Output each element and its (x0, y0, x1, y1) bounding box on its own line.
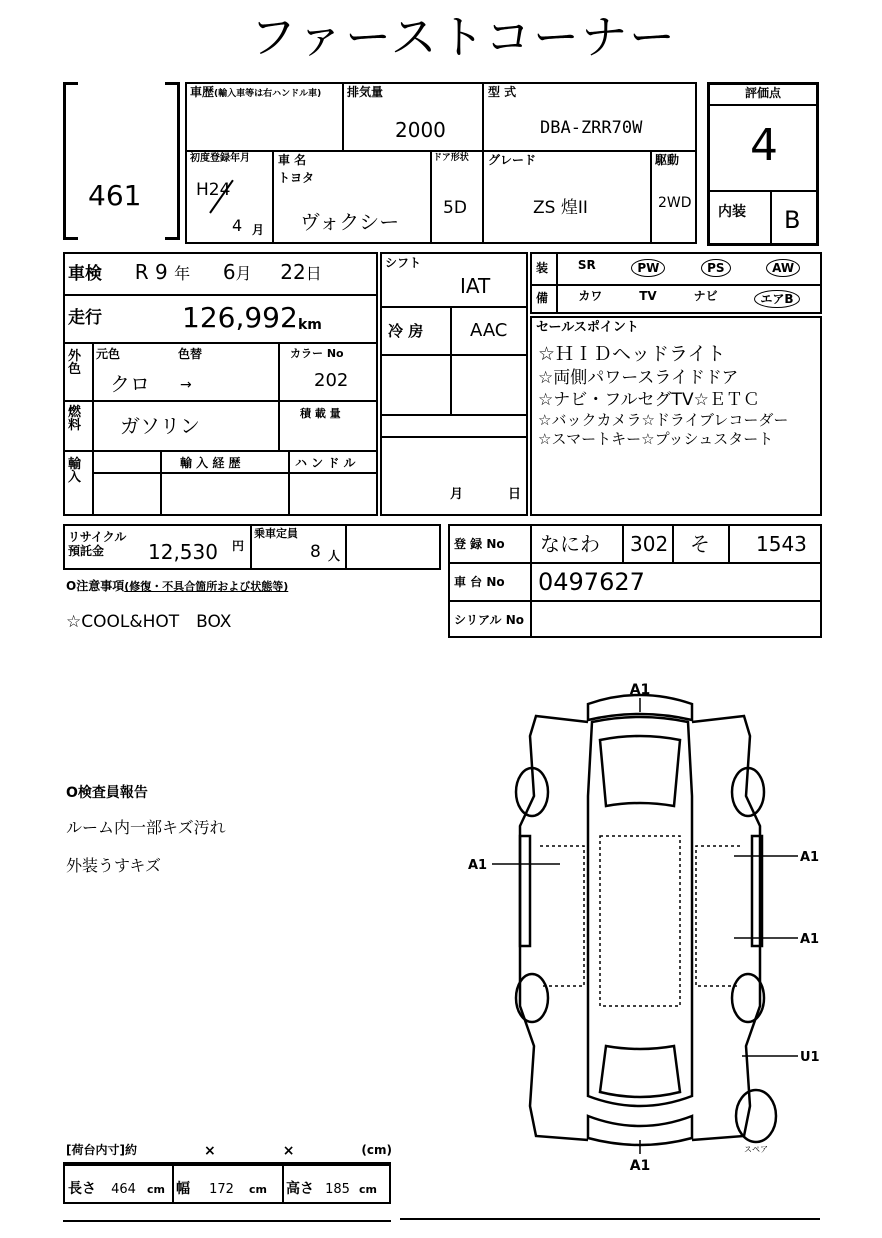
equipment-label-bottom: 備 (536, 291, 549, 305)
mileage-unit: km (298, 317, 322, 333)
drive-label: 駆動 (655, 153, 680, 167)
first-reg-month: 4 (232, 216, 243, 235)
displacement-value: 2000 (395, 118, 446, 142)
equipment-row-1 (560, 259, 818, 277)
month-short: 月 (450, 487, 464, 502)
equip-tv: TV (639, 289, 657, 303)
car-name-value: ヴォクシー (300, 210, 400, 234)
changed-color-label: 色替 (178, 347, 203, 361)
inspection-note-2: 外装うすキズ (66, 856, 162, 875)
mark-left: A1 (468, 858, 488, 873)
grade-label: グレード (488, 153, 537, 167)
new-color-label: 元色 (96, 347, 121, 361)
equip-ps: PS (701, 259, 730, 277)
sales-point-label: セールスポイント (536, 320, 639, 335)
score-label: 評価点 (745, 86, 782, 100)
chassis-no-label: 車 台 No (454, 575, 505, 589)
first-reg-year: H24 (196, 180, 231, 200)
equipment-row-2 (560, 290, 818, 308)
dimensions-x1: × (203, 1143, 216, 1159)
dimension-height: 高さ 185 cm (286, 1181, 377, 1197)
import-label: 輸入 (68, 457, 82, 485)
reg-class-value: 302 (630, 532, 669, 556)
color-no-label: カラー No (290, 347, 344, 360)
maker-value: トヨタ (278, 171, 315, 185)
notes-label: O注意事項(修復・不具合箇所および状態等) (66, 579, 289, 593)
sales-point-3: ☆ナビ・フルセグTV☆ＥＴＣ (538, 389, 760, 410)
equip-sr: SR (577, 258, 596, 272)
page-title: ファーストコーナー (250, 10, 677, 64)
exterior-label: 外色 (68, 349, 82, 377)
fuel-label: 燃料 (68, 405, 82, 433)
cooling-value: AAC (470, 320, 508, 341)
chassis-no-value: 0497627 (538, 568, 645, 596)
equip-airbag: エアB (754, 290, 799, 308)
dimensions-unit: (cm) (361, 1143, 392, 1157)
equip-navi: ナビ (693, 289, 718, 303)
interior-grade-value: B (784, 206, 801, 234)
seats-value: 8 (310, 542, 321, 562)
shift-value: IAT (460, 274, 491, 298)
model-code-label: 車歴(輸入車等は右ハンドル車) (190, 85, 322, 99)
day-short: 日 (508, 487, 522, 502)
doors-label: ドア形状 (433, 153, 469, 163)
mark-right-middle: A1 (800, 932, 820, 947)
grade-value: ZS 煌II (533, 198, 588, 218)
recycle-unit: 円 (232, 539, 245, 553)
recycle-label: リサイクル預託金 (68, 530, 127, 559)
first-reg-month-unit: 月 (252, 223, 265, 237)
lot-bracket-left (63, 82, 78, 240)
reg-kana-value: そ (690, 532, 710, 556)
import-history-label: 輸 入 経 歴 (180, 456, 241, 470)
first-reg-label: 初度登録年月 (190, 153, 250, 164)
type-label: 型 式 (488, 85, 517, 99)
mileage-value: 126,992 (182, 301, 298, 334)
shift-block (380, 252, 528, 516)
vehicle-info-block (185, 82, 697, 244)
dimension-width: 幅 172 cm (176, 1181, 267, 1197)
doors-value: 5D (443, 198, 467, 218)
car-name-label: 車 名 (278, 153, 307, 167)
sales-point-4: ☆バックカメラ☆ドライブレコーダー (538, 410, 789, 429)
sales-point-2: ☆両側パワースライドドア (538, 367, 739, 388)
sales-point-5: ☆スマートキー☆プッシュスタート (538, 430, 774, 449)
mark-rear: A1 (629, 1158, 651, 1174)
notes-value: ☆COOL&HOT BOX (66, 612, 232, 632)
mileage-label: 走行 (68, 308, 102, 328)
equipment-label-top: 装 (536, 261, 549, 275)
sales-point-1: ☆ＨＩＤヘッドライト (538, 343, 726, 365)
lot-number: 461 (88, 179, 142, 212)
mark-right-upper: A1 (800, 850, 820, 865)
equip-aw: AW (766, 259, 800, 277)
lot-bracket-right (165, 82, 180, 240)
color-arrow: → (180, 377, 192, 393)
recycle-fee-value: 12,530 (148, 540, 218, 564)
equip-pw: PW (631, 259, 665, 277)
seats-label: 乗車定員 (254, 527, 298, 540)
reg-number-value: 1543 (756, 532, 807, 556)
seats-unit: 人 (328, 549, 341, 563)
shift-label: シフト (385, 256, 422, 270)
mark-front: A1 (629, 682, 651, 698)
dimensions-x2: × (282, 1143, 295, 1159)
dimension-length: 長さ 464 cm (68, 1181, 165, 1197)
displacement-label: 排気量 (347, 85, 384, 99)
spare-label: スペア (744, 1145, 768, 1154)
cooling-label: 冷 房 (388, 322, 424, 340)
reg-no-label: 登 録 No (454, 537, 505, 551)
color-value: クロ (110, 372, 150, 396)
handle-label: ハ ン ド ル (295, 456, 356, 470)
mark-right-lower: U1 (800, 1050, 820, 1065)
reg-area-value: なにわ (540, 532, 600, 556)
dimensions-header (66, 1144, 392, 1158)
color-no-value: 202 (314, 370, 349, 391)
drive-value: 2WD (658, 195, 692, 211)
interior-label: 内装 (718, 204, 746, 220)
sales-points-list (538, 342, 788, 450)
model-type-value: DBA-ZRR70W (540, 118, 643, 138)
inspection-notes-label: O検査員報告 (66, 785, 148, 801)
car-damage-diagram (460, 676, 820, 1176)
serial-no-label: シリアル No (454, 613, 524, 627)
score-value: 4 (750, 120, 778, 171)
equip-leather: カワ (578, 289, 603, 303)
dimensions-label: [荷台内寸]約 (66, 1143, 137, 1157)
inspection-row: 車検 R 9 年 6月 22日 (68, 260, 322, 284)
inspection-note-1: ルーム内一部キズ汚れ (66, 818, 226, 837)
capacity-label: 積 載 量 (300, 407, 341, 420)
fuel-value: ガソリン (120, 414, 200, 438)
